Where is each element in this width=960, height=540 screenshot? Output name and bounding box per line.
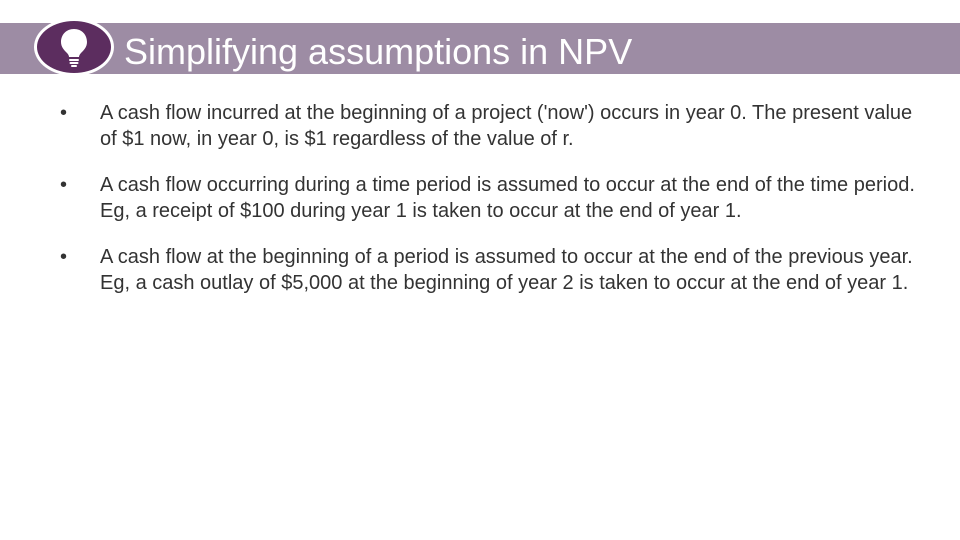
slide-title: Simplifying assumptions in NPV	[124, 31, 633, 72]
bullet-text: A cash flow incurred at the beginning of a project ('now') occurs in year 0. The present value of $1 now, in year 0, is $1 regardless of the value of r.	[100, 102, 913, 150]
bullet-marker: •	[60, 174, 68, 196]
bullet-text: A cash flow occurring during a time period is assumed to occur at the end of the time period. Eg, a receipt of $100 during year 1 is taken to occur at the end of year 1.	[100, 174, 915, 222]
lightbulb-icon	[59, 27, 89, 67]
bullet-marker: •	[60, 102, 68, 124]
bullet-marker: •	[60, 246, 68, 268]
logo-badge	[34, 18, 114, 76]
bullet-text: A cash flow at the beginning of a period is assumed to occur at the end of the previous year. Eg, a cash outlay of $5,000 at the beginning of year 2 is taken to occur at the end of year 1.	[100, 246, 913, 294]
list-item	[0, 244, 960, 296]
list-item	[0, 100, 960, 152]
bullet-list	[0, 100, 960, 316]
list-item	[0, 172, 960, 224]
